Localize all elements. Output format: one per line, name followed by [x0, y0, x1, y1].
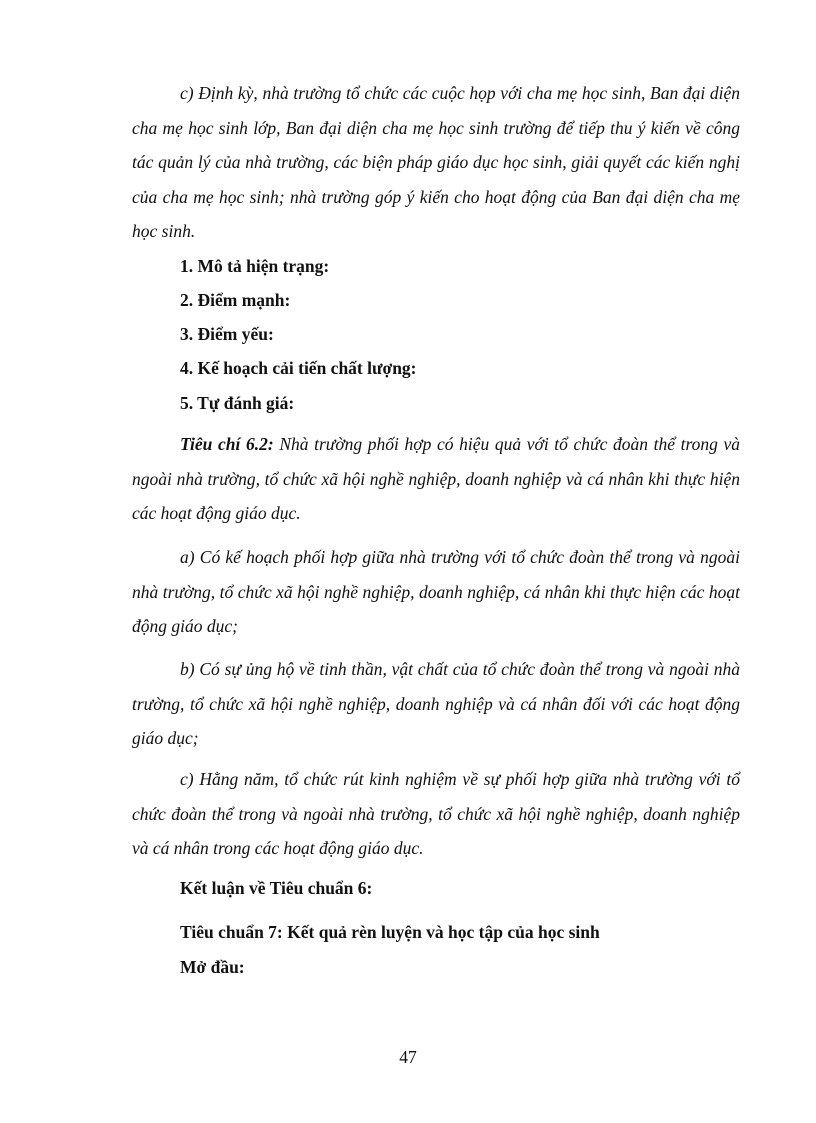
heading-ket-luan: Kết luận về Tiêu chuẩn 6:: [180, 878, 373, 898]
heading-tieu-chuan-7: Tiêu chuẩn 7: Kết quả rèn luyện và học tập của học sinh: [180, 922, 600, 942]
paragraph-tieu-chi-6-2: [132, 427, 740, 531]
paragraph-b: b) Có sự ủng hộ về tinh thần, vật chất của tổ chức đoàn thể trong và ngoài nhà trường, tổ chức xã hội nghề nghiệp, doanh nghiệp và cá nhân đối với các hoạt động giáo dục;: [132, 659, 740, 748]
heading-mo-dau: Mở đầu:: [180, 957, 245, 977]
paragraph-dinh-ky: c) Định kỳ, nhà trường tổ chức các cuộc họp với cha mẹ học sinh, Ban đại diện cha mẹ học sinh lớp, Ban đại diện cha mẹ học sinh trường để tiếp thu ý kiến về công tác quản lý của nhà trường, các biện pháp giáo dục học sinh, giải quyết các kiến nghị của cha mẹ học sinh; nhà trường góp ý kiến cho hoạt động của Ban đại diện cha mẹ học sinh.: [132, 83, 740, 241]
item-ke-hoach-cai-tien: 4. Kế hoạch cải tiến chất lượng:: [180, 358, 417, 378]
paragraph-a: a) Có kế hoạch phối hợp giữa nhà trường với tổ chức đoàn thể trong và ngoài nhà trường, tổ chức xã hội nghề nghiệp, doanh nghiệp, cá nhân khi thực hiện các hoạt động giáo dục;: [132, 547, 740, 636]
item-tu-danh-gia: 5. Tự đánh giá:: [180, 393, 295, 413]
item-diem-manh: 2. Điểm mạnh:: [180, 290, 291, 310]
criterion-text: Nhà trường phối hợp có hiệu quả với tổ chức đoàn thể trong và ngoài nhà trường, tổ chức xã hội nghề nghiệp, doanh nghiệp và cá nhân khi thực hiện các hoạt động giáo dục.: [132, 434, 740, 523]
item-mo-ta-hien-trang: 1. Mô tả hiện trạng:: [180, 256, 330, 276]
criterion-label: Tiêu chí 6.2:: [180, 434, 274, 454]
item-diem-yeu: 3. Điểm yếu:: [180, 324, 274, 344]
paragraph-c: c) Hằng năm, tổ chức rút kinh nghiệm về sự phối hợp giữa nhà trường với tổ chức đoàn thể trong và ngoài nhà trường, tổ chức xã hội nghề nghiệp, doanh nghiệp và cá nhân trong các hoạt động giáo dục.: [132, 769, 740, 858]
page-number: 47: [399, 1047, 417, 1067]
